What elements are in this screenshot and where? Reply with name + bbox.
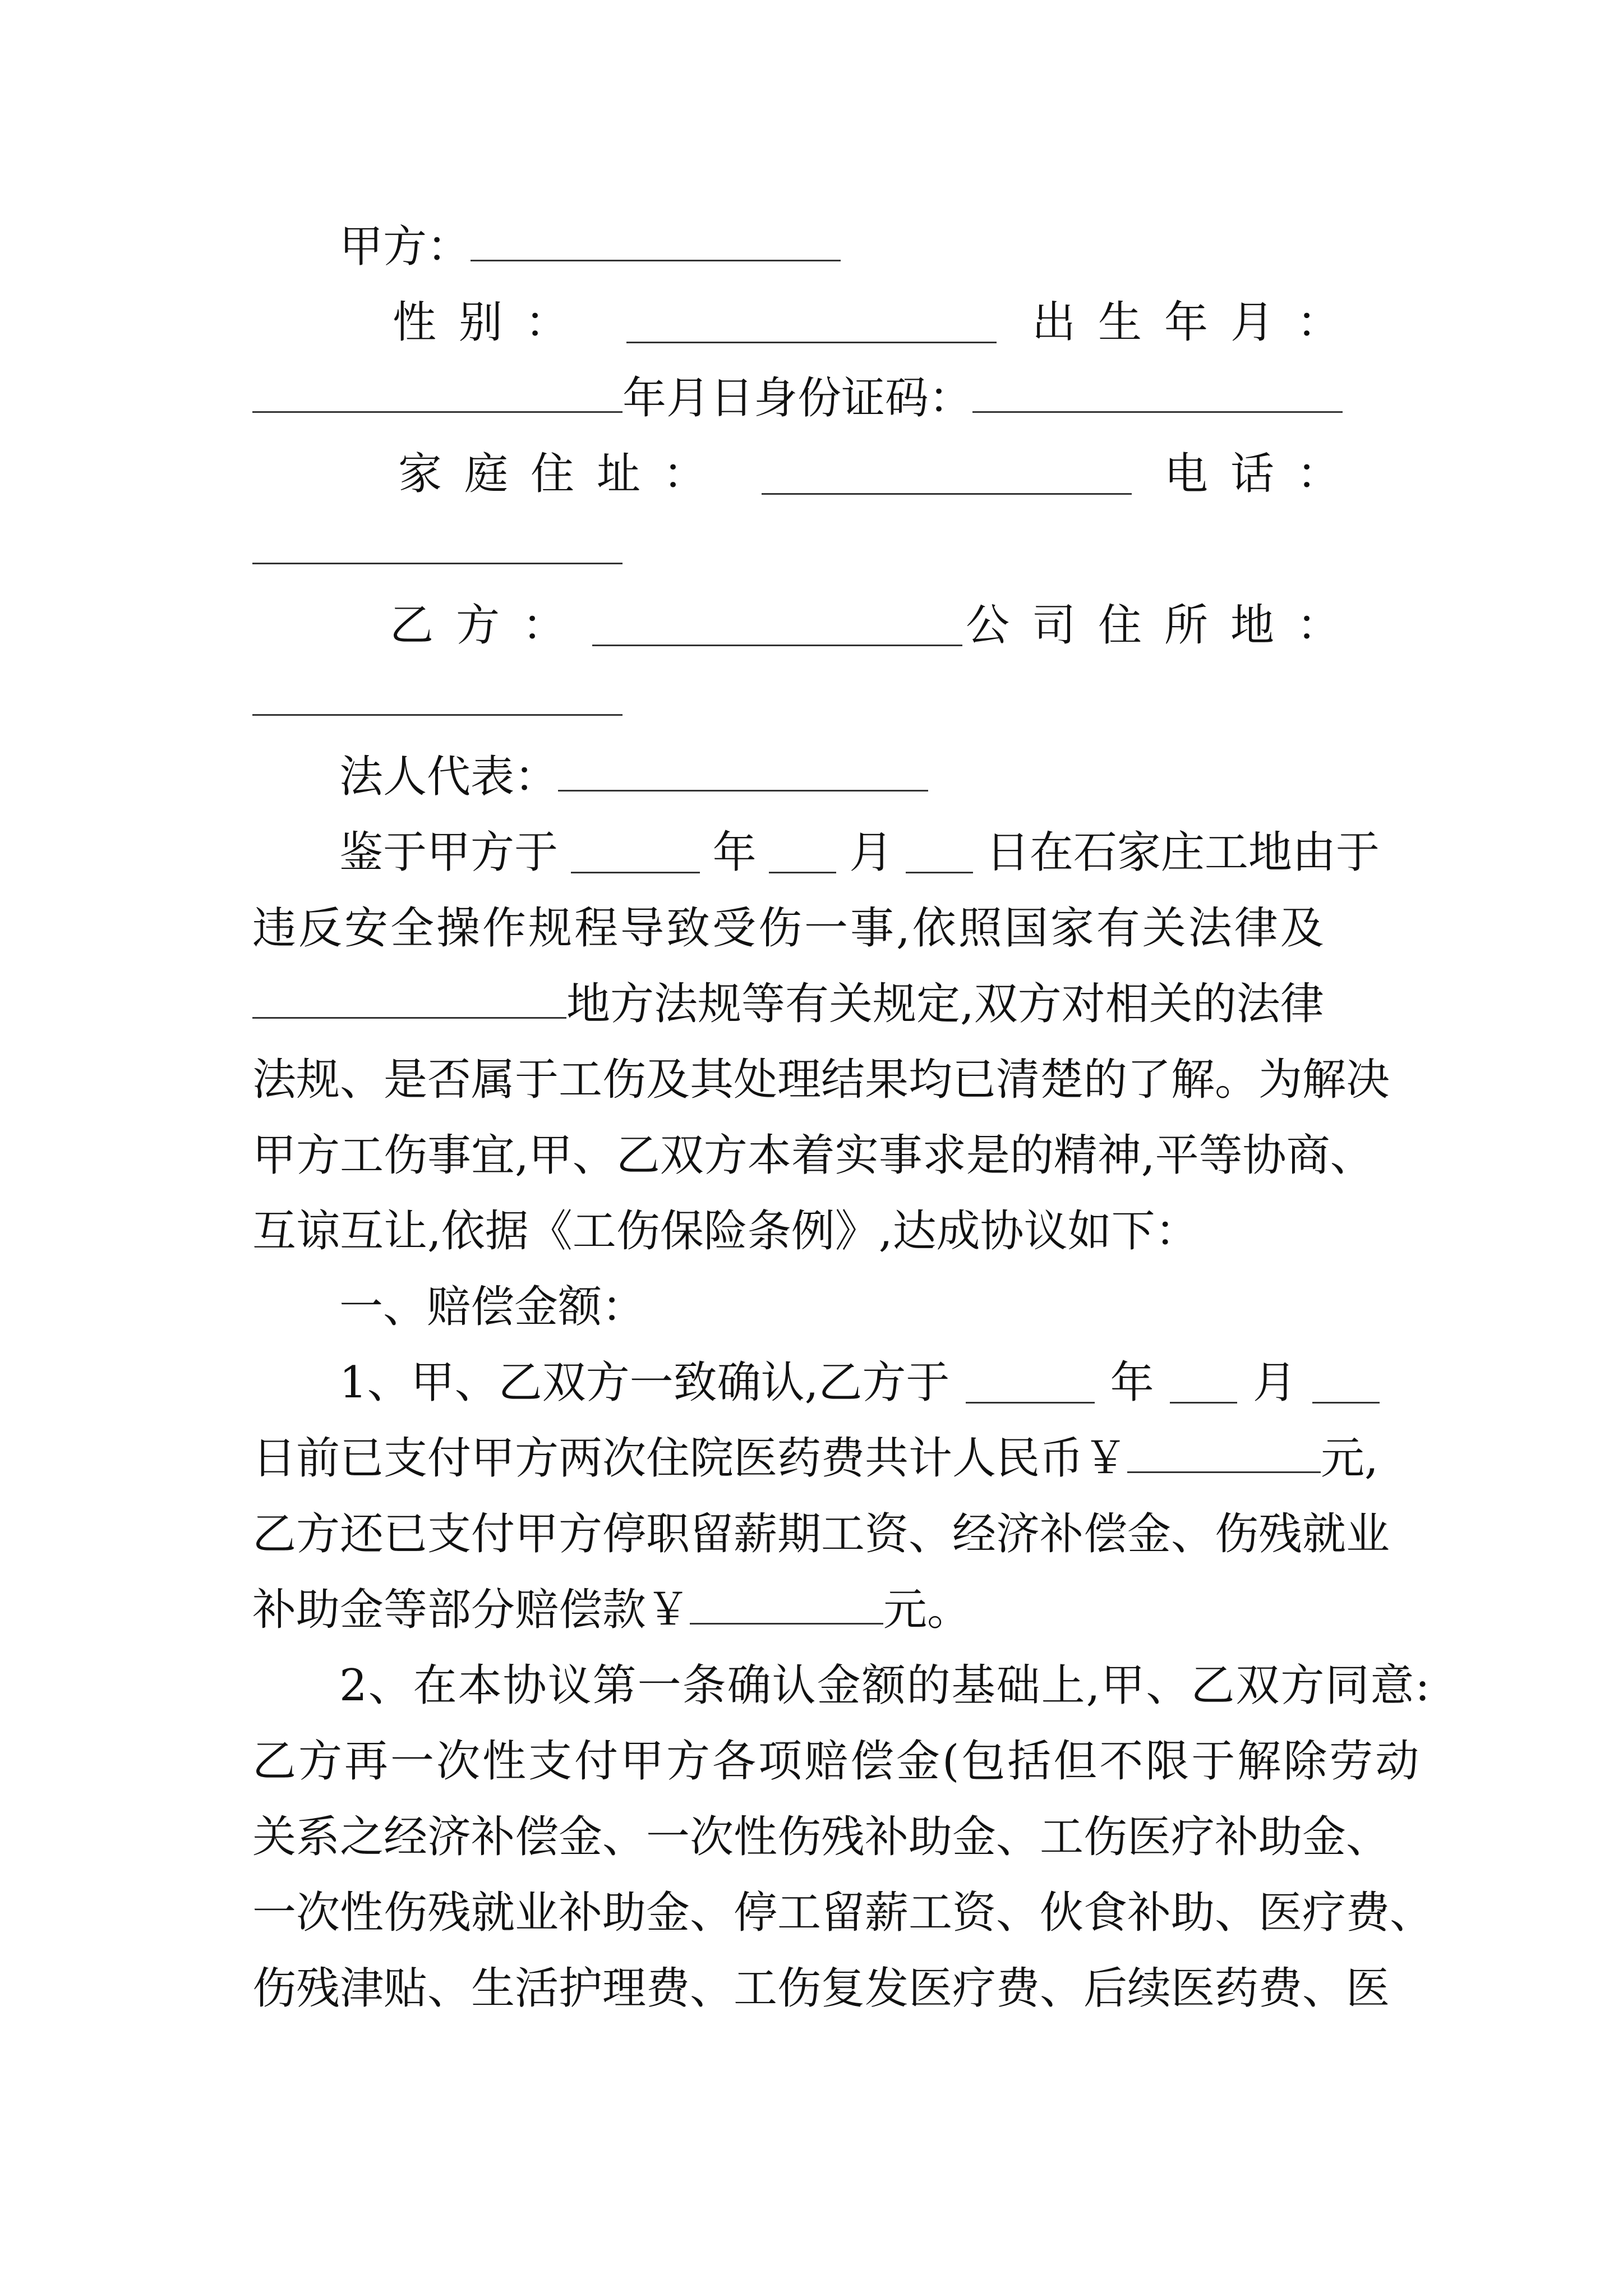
preamble-text-1d: 日在石家庄工地由于 bbox=[985, 827, 1380, 878]
legal-rep-label: 法人代表： bbox=[339, 752, 559, 802]
item1-line-1 bbox=[339, 1343, 1380, 1422]
preamble-text-3: 地方法规等有关规定,双方对相关的法律 bbox=[566, 979, 1324, 1029]
preamble-region-blank bbox=[252, 978, 566, 1019]
section-heading bbox=[339, 1268, 1012, 1346]
ymd-id-label: 年月日身份证码： bbox=[623, 373, 973, 424]
item1-text-1c: 月 bbox=[1252, 1358, 1297, 1408]
company-address-blank-line bbox=[252, 662, 1380, 740]
gender-blank bbox=[626, 302, 997, 343]
item2-line-1 bbox=[339, 1646, 1431, 1725]
preamble-year-blank bbox=[571, 832, 700, 873]
id-line bbox=[252, 359, 1380, 438]
item1-text-2a: 日前已支付甲方两次住院医药费共计人民币￥ bbox=[252, 1433, 1128, 1484]
party-a-line bbox=[339, 208, 900, 286]
preamble-text-4: 法规、是否属于工伤及其处理结果均已清楚的了解。为解决 bbox=[252, 1055, 1390, 1105]
company-address-label: 公司住所地： bbox=[965, 600, 1363, 651]
preamble-line-1 bbox=[339, 813, 1380, 892]
birth-blank bbox=[252, 372, 623, 413]
legal-rep-blank bbox=[558, 751, 928, 792]
preamble-text-5: 甲方工伤事宜,甲、乙双方本着实事求是的精神,平等协商、 bbox=[252, 1130, 1374, 1181]
preamble-day-blank bbox=[906, 832, 973, 873]
preamble-line-2 bbox=[252, 889, 1380, 968]
item1-text-1a: 1、甲、乙双方一致确认,乙方于 bbox=[339, 1358, 950, 1408]
party-b-blank bbox=[592, 605, 962, 646]
party-a-label: 甲方： bbox=[339, 222, 471, 272]
birth-label: 出生年月： bbox=[1031, 297, 1363, 348]
item2-text-2: 乙方再一次性支付甲方各项赔偿金(包括但不限于解除劳动 bbox=[252, 1736, 1422, 1787]
item1-month-blank bbox=[1170, 1363, 1237, 1404]
item2-line-4 bbox=[252, 1874, 1434, 1952]
legal-rep-line bbox=[339, 738, 1012, 816]
address-label: 家庭住址： bbox=[398, 449, 730, 499]
item1-text-1b: 年 bbox=[1110, 1358, 1154, 1408]
phone-blank bbox=[252, 523, 623, 564]
preamble-month-blank bbox=[769, 832, 836, 873]
preamble-line-3 bbox=[252, 965, 1380, 1043]
item2-text-5: 伤残津贴、生活护理费、工伤复发医疗费、后续医药费、医 bbox=[252, 1963, 1390, 2014]
item1-line-2 bbox=[252, 1419, 1380, 1498]
item2-line-2 bbox=[252, 1722, 1422, 1801]
item1-day-blank bbox=[1312, 1363, 1380, 1404]
preamble-line-6 bbox=[252, 1192, 1380, 1271]
item1-text-4b: 元。 bbox=[883, 1585, 971, 1635]
address-phone-line bbox=[398, 435, 1363, 513]
preamble-text-1c: 月 bbox=[849, 827, 893, 878]
item1-text-3: 乙方还已支付甲方停职留薪期工资、经济补偿金、伤残就业 bbox=[252, 1509, 1390, 1559]
item2-line-5 bbox=[252, 1949, 1390, 2028]
item1-text-4a: 补助金等部分赔偿款￥ bbox=[252, 1585, 690, 1635]
preamble-text-2: 违反安全操作规程导致受伤一事,依照国家有关法律及 bbox=[252, 903, 1326, 954]
gender-birth-line bbox=[393, 283, 1363, 362]
item1-line-3 bbox=[252, 1495, 1390, 1573]
address-blank bbox=[762, 454, 1132, 495]
item1-year-blank bbox=[966, 1363, 1095, 1404]
phone-label: 电话： bbox=[1164, 449, 1363, 499]
preamble-text-1a: 鉴于甲方于 bbox=[339, 827, 559, 878]
preamble-line-4 bbox=[252, 1041, 1390, 1119]
item2-text-4: 一次性伤残就业补助金、停工留薪工资、伙食补助、医疗费、 bbox=[252, 1888, 1434, 1938]
item2-text-3: 关系之经济补偿金、一次性伤残补助金、工伤医疗补助金、 bbox=[252, 1812, 1390, 1862]
party-a-blank bbox=[471, 220, 841, 261]
item2-line-3 bbox=[252, 1798, 1390, 1876]
item1-medical-amount-blank bbox=[1127, 1432, 1321, 1473]
preamble-line-5 bbox=[252, 1116, 1380, 1195]
party-b-label: 乙方： bbox=[390, 600, 589, 651]
company-address-blank bbox=[252, 675, 623, 716]
phone-blank-line bbox=[252, 510, 1380, 589]
item1-line-4 bbox=[252, 1571, 1380, 1649]
preamble-text-6: 互谅互让,依据《工伤保险条例》,达成协议如下： bbox=[252, 1206, 1199, 1257]
gender-label: 性别： bbox=[393, 297, 592, 348]
id-blank bbox=[972, 372, 1343, 413]
item1-partial-amount-blank bbox=[690, 1584, 883, 1625]
item1-text-2b: 元, bbox=[1321, 1433, 1378, 1484]
party-b-line bbox=[390, 586, 1363, 665]
item2-text-1: 2、在本协议第一条确认金额的基础上,甲、乙双方同意: bbox=[339, 1660, 1431, 1711]
preamble-text-1b: 年 bbox=[712, 827, 757, 878]
section-1-heading: 一、赔偿金额： bbox=[339, 1282, 646, 1332]
